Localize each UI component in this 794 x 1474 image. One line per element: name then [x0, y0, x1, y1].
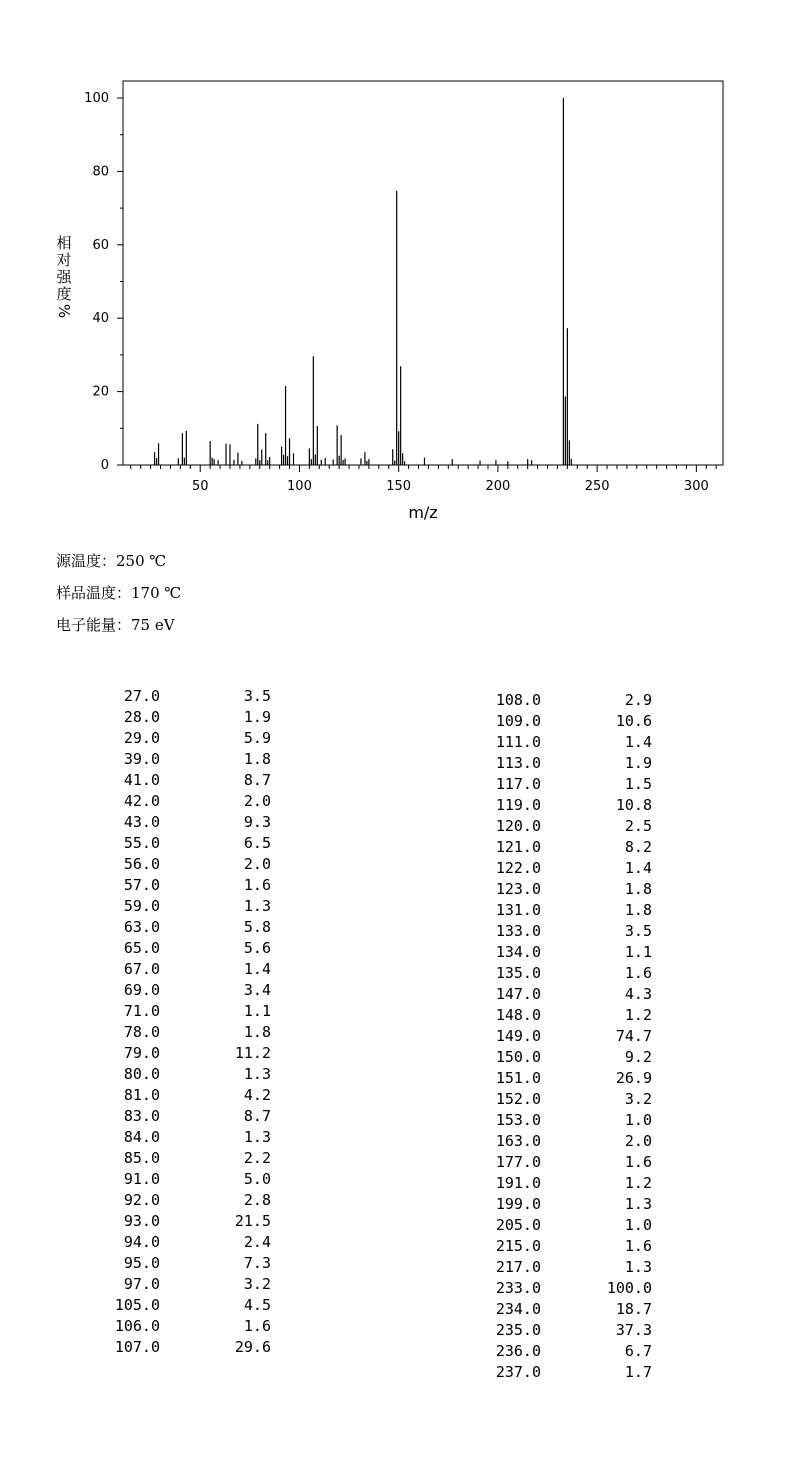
- peak-mz: 69.0: [123, 981, 160, 999]
- peak-table-row: [0, 1026, 700, 1047]
- peak-mz: 119.0: [495, 796, 541, 814]
- peak-intensity: 26.9: [615, 1069, 652, 1087]
- peak-table-row: [0, 795, 700, 816]
- peak-table-row: [0, 1089, 700, 1110]
- peak-intensity: 74.7: [615, 1027, 652, 1045]
- peak-table-row: [0, 1173, 700, 1194]
- mass-spectrum-chart: [0, 0, 794, 530]
- peak-intensity: 4.2: [243, 1086, 271, 1104]
- peak-mz: 109.0: [495, 712, 541, 730]
- peak-mz: 150.0: [495, 1048, 541, 1066]
- peak-mz: 94.0: [123, 1233, 160, 1251]
- x-axis-title: m/z: [408, 503, 438, 522]
- y-tick-label: 100: [84, 91, 109, 106]
- peak-intensity: 5.9: [243, 729, 271, 747]
- peak-intensity: 11.2: [234, 1044, 271, 1062]
- peak-intensity: 1.7: [624, 1363, 652, 1381]
- peak-table-row: [0, 732, 700, 753]
- peak-mz: 148.0: [495, 1006, 541, 1024]
- peak-mz: 105.0: [114, 1296, 160, 1314]
- peak-mz: 215.0: [495, 1237, 541, 1255]
- peak-intensity: 3.5: [624, 922, 652, 940]
- peak-intensity: 1.3: [624, 1195, 652, 1213]
- peak-intensity: 1.6: [624, 1153, 652, 1171]
- electron-energy: 电子能量：75 eV: [56, 616, 175, 634]
- plot-frame: [123, 81, 723, 465]
- peak-intensity: 3.2: [243, 1275, 271, 1293]
- x-tick-label: 150: [386, 479, 412, 494]
- peak-mz: 107.0: [114, 1338, 160, 1356]
- peak-mz: 71.0: [123, 1002, 160, 1020]
- peak-table-row: [0, 1152, 700, 1173]
- peak-table-row: [0, 1215, 700, 1236]
- peak-mz: 43.0: [123, 813, 160, 831]
- y-axis-title-char: 强: [56, 268, 72, 286]
- peak-table-row: [0, 1320, 700, 1341]
- peak-table-row: [0, 1362, 700, 1383]
- peak-mz: 237.0: [495, 1363, 541, 1381]
- peak-mz: 153.0: [495, 1111, 541, 1129]
- peak-intensity: 2.0: [243, 855, 271, 873]
- y-axis-title-char: 对: [56, 251, 72, 269]
- peak-mz: 67.0: [123, 960, 160, 978]
- peak-mz: 217.0: [495, 1258, 541, 1276]
- peak-table-row: [0, 963, 700, 984]
- peak-intensity: 1.1: [624, 943, 652, 961]
- peak-mz: 39.0: [123, 750, 160, 768]
- peak-mz: 234.0: [495, 1300, 541, 1318]
- peak-mz: 65.0: [123, 939, 160, 957]
- peak-intensity: 29.6: [234, 1338, 271, 1356]
- peak-intensity: 1.0: [624, 1216, 652, 1234]
- peak-intensity: 2.2: [243, 1149, 271, 1167]
- peak-mz: 84.0: [123, 1128, 160, 1146]
- peak-intensity: 8.2: [624, 838, 652, 856]
- peak-intensity: 8.7: [243, 771, 271, 789]
- y-tick-label: 60: [92, 237, 109, 253]
- peak-table-row: [0, 879, 700, 900]
- peak-intensity: 2.0: [624, 1132, 652, 1150]
- peak-table-row: [0, 753, 700, 774]
- peak-table-row: [0, 984, 700, 1005]
- peak-mz: 28.0: [123, 708, 160, 726]
- peak-intensity: 1.5: [624, 775, 652, 793]
- peak-intensity: 10.8: [615, 796, 652, 814]
- peak-intensity: 3.4: [243, 981, 271, 999]
- peak-table-row: [0, 1278, 700, 1299]
- y-axis-title-char: 相: [56, 234, 72, 252]
- peak-intensity: 1.4: [624, 733, 652, 751]
- peak-intensity: 2.5: [624, 817, 652, 835]
- x-tick-label: 300: [683, 479, 709, 494]
- peak-table-row: [0, 1005, 700, 1026]
- peak-intensity: 4.5: [243, 1296, 271, 1314]
- peak-table-row: [0, 690, 700, 711]
- peak-intensity: 1.3: [243, 1128, 271, 1146]
- peak-intensity: 2.4: [243, 1233, 271, 1251]
- peak-mz: 235.0: [495, 1321, 541, 1339]
- peak-table-row: [0, 816, 700, 837]
- sample-temperature: 样品温度：170 ℃: [56, 584, 182, 602]
- peak-intensity: 1.6: [624, 1237, 652, 1255]
- peak-mz: 121.0: [495, 838, 541, 856]
- peak-intensity: 9.3: [243, 813, 271, 831]
- peak-table-row: [0, 774, 700, 795]
- peak-table-row: [0, 921, 700, 942]
- peak-mz: 149.0: [495, 1027, 541, 1045]
- peak-intensity: 1.6: [624, 964, 652, 982]
- peak-mz: 108.0: [495, 691, 541, 709]
- peak-mz: 233.0: [495, 1279, 541, 1297]
- peak-mz: 97.0: [123, 1275, 160, 1293]
- y-axis-title-char: %: [55, 303, 73, 319]
- peak-mz: 79.0: [123, 1044, 160, 1062]
- peak-mz: 135.0: [495, 964, 541, 982]
- peak-intensity: 1.3: [243, 1065, 271, 1083]
- peak-mz: 29.0: [123, 729, 160, 747]
- peak-intensity: 1.4: [243, 960, 271, 978]
- peak-intensity: 2.9: [624, 691, 652, 709]
- peak-mz: 177.0: [495, 1153, 541, 1171]
- y-tick-label: 20: [92, 384, 109, 400]
- peak-table-row: [0, 1194, 700, 1215]
- peak-table-row: [0, 1047, 700, 1068]
- peak-table-row: [0, 942, 700, 963]
- y-axis-title: [55, 234, 73, 318]
- peak-intensity: 1.2: [624, 1006, 652, 1024]
- peak-intensity: 7.3: [243, 1254, 271, 1272]
- peak-intensity: 5.8: [243, 918, 271, 936]
- peak-mz: 59.0: [123, 897, 160, 915]
- y-tick-label: 80: [92, 164, 109, 180]
- peak-mz: 236.0: [495, 1342, 541, 1360]
- peak-intensity: 18.7: [615, 1300, 652, 1318]
- peak-intensity: 2.8: [243, 1191, 271, 1209]
- peak-mz: 111.0: [495, 733, 541, 751]
- peak-mz: 122.0: [495, 859, 541, 877]
- peak-intensity: 1.8: [243, 750, 271, 768]
- peak-intensity: 1.9: [624, 754, 652, 772]
- peak-bars: [155, 98, 572, 465]
- peak-table-row: [0, 1299, 700, 1320]
- peak-mz: 163.0: [495, 1132, 541, 1150]
- peak-mz: 205.0: [495, 1216, 541, 1234]
- peak-intensity: 8.7: [243, 1107, 271, 1125]
- peak-mz: 55.0: [123, 834, 160, 852]
- peak-mz: 57.0: [123, 876, 160, 894]
- peak-intensity: 1.9: [243, 708, 271, 726]
- y-axis: [84, 91, 123, 473]
- peak-mz: 147.0: [495, 985, 541, 1003]
- x-tick-label: 200: [485, 479, 511, 494]
- peak-mz: 85.0: [123, 1149, 160, 1167]
- peak-mz: 83.0: [123, 1107, 160, 1125]
- peak-table-row: [0, 1131, 700, 1152]
- peak-intensity: 37.3: [615, 1321, 652, 1339]
- peak-table-row: [0, 1257, 700, 1278]
- y-tick-label: 40: [92, 311, 109, 327]
- peak-mz: 199.0: [495, 1195, 541, 1213]
- peak-table-row: [0, 900, 700, 921]
- peak-table-row: [0, 1110, 700, 1131]
- x-tick-label: 250: [584, 479, 610, 494]
- peak-mz: 123.0: [495, 880, 541, 898]
- peak-mz: 56.0: [123, 855, 160, 873]
- peak-intensity: 1.8: [624, 880, 652, 898]
- peak-mz: 93.0: [123, 1212, 160, 1230]
- peak-mz: 106.0: [114, 1317, 160, 1335]
- peak-intensity: 3.2: [624, 1090, 652, 1108]
- peak-intensity: 5.6: [243, 939, 271, 957]
- peak-intensity: 1.3: [243, 897, 271, 915]
- source-temperature: 源温度：250 ℃: [56, 552, 167, 570]
- peak-intensity: 1.8: [624, 901, 652, 919]
- peak-mz: 80.0: [123, 1065, 160, 1083]
- peak-table-row: [0, 837, 700, 858]
- peak-table-row: [0, 711, 700, 732]
- peak-mz: 120.0: [495, 817, 541, 835]
- peak-table-row: [0, 858, 700, 879]
- peak-intensity: 1.1: [243, 1002, 271, 1020]
- peak-intensity: 4.3: [624, 985, 652, 1003]
- peak-mz: 63.0: [123, 918, 160, 936]
- peak-table-row: [0, 1236, 700, 1257]
- peak-intensity: 100.0: [606, 1279, 652, 1297]
- peak-mz: 91.0: [123, 1170, 160, 1188]
- peak-intensity: 1.0: [624, 1111, 652, 1129]
- x-tick-label: 50: [191, 479, 209, 494]
- peak-intensity: 21.5: [234, 1212, 271, 1230]
- peak-mz: 27.0: [123, 687, 160, 705]
- peak-intensity: 9.2: [624, 1048, 652, 1066]
- peak-intensity: 1.4: [624, 859, 652, 877]
- y-axis-title-char: 度: [56, 285, 72, 303]
- peak-mz: 42.0: [123, 792, 160, 810]
- peak-intensity: 2.0: [243, 792, 271, 810]
- peak-intensity: 1.3: [624, 1258, 652, 1276]
- x-axis: [131, 465, 716, 494]
- peak-mz: 151.0: [495, 1069, 541, 1087]
- peak-mz: 92.0: [123, 1191, 160, 1209]
- x-tick-label: 100: [287, 479, 312, 494]
- peak-intensity: 1.2: [624, 1174, 652, 1192]
- peak-intensity: 6.5: [243, 834, 271, 852]
- peak-mz: 134.0: [495, 943, 541, 961]
- peak-mz: 131.0: [495, 901, 541, 919]
- peak-mz: 191.0: [495, 1174, 541, 1192]
- peak-table-row: [0, 1068, 700, 1089]
- peak-mz: 81.0: [123, 1086, 160, 1104]
- peak-mz: 41.0: [123, 771, 160, 789]
- peak-table-row: [0, 1341, 700, 1362]
- peak-intensity: 6.7: [624, 1342, 652, 1360]
- peak-intensity: 1.6: [243, 1317, 271, 1335]
- y-tick-label: 0: [100, 458, 109, 473]
- peak-intensity: 5.0: [243, 1170, 271, 1188]
- peak-mz: 78.0: [123, 1023, 160, 1041]
- peak-intensity: 1.8: [243, 1023, 271, 1041]
- peak-mz: 113.0: [495, 754, 541, 772]
- peak-mz: 152.0: [495, 1090, 541, 1108]
- peak-intensity: 3.5: [243, 687, 271, 705]
- peak-intensity: 10.6: [615, 712, 652, 730]
- peak-intensity: 1.6: [243, 876, 271, 894]
- peak-mz: 133.0: [495, 922, 541, 940]
- peak-mz: 117.0: [495, 775, 541, 793]
- peak-mz: 95.0: [123, 1254, 160, 1272]
